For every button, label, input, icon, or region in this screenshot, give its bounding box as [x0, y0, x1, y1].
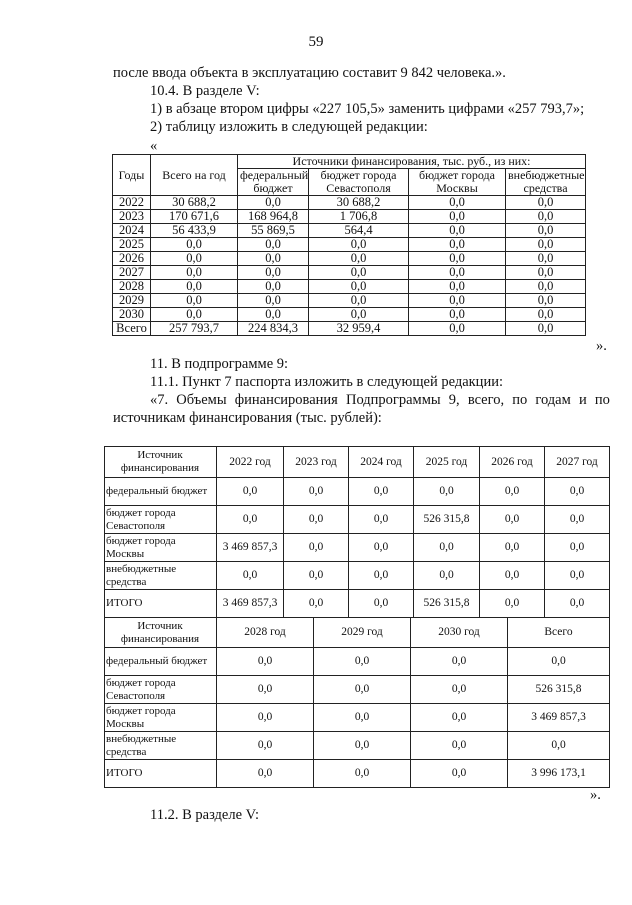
table1-body	[113, 196, 586, 336]
table-cell: 0,0	[151, 308, 238, 322]
paragraph-1: после ввода объекта в эксплуатацию составит 9 842 человека.».	[113, 65, 506, 81]
paragraph-5: 11. В подпрограмме 9:	[150, 356, 289, 372]
table-cell: 564,4	[309, 224, 409, 238]
table-cell: 0,0	[349, 478, 414, 506]
paragraph-9: 11.2. В разделе V:	[150, 807, 260, 823]
table-row	[105, 648, 610, 676]
table-cell: 0,0	[409, 238, 506, 252]
table-cell: 2027	[113, 266, 151, 280]
table2-body	[105, 478, 610, 618]
table-cell: 0,0	[217, 562, 284, 590]
header-year: 2024 год	[349, 447, 414, 478]
table-cell: 0,0	[349, 590, 414, 618]
table-cell: 2026	[113, 252, 151, 266]
table-cell: 55 869,5	[238, 224, 309, 238]
table-cell: 0,0	[217, 704, 314, 732]
financing-table-by-year	[112, 154, 586, 336]
row-label: внебюджетные средства	[105, 562, 217, 590]
table-cell: 0,0	[151, 238, 238, 252]
paragraph-6: 11.1. Пункт 7 паспорта изложить в следующей редакции:	[150, 374, 503, 390]
header-total: Всего на год	[151, 155, 238, 196]
table-cell: 0,0	[284, 506, 349, 534]
table-cell: 3 996 173,1	[508, 760, 610, 788]
table-cell: 0,0	[409, 308, 506, 322]
header-years: Годы	[113, 155, 151, 196]
table-cell: 0,0	[151, 252, 238, 266]
table-row	[105, 704, 610, 732]
table-row	[113, 322, 586, 336]
table-cell: 3 469 857,3	[217, 590, 284, 618]
table-cell: 0,0	[349, 562, 414, 590]
table-cell: 30 688,2	[309, 196, 409, 210]
table-cell: 0,0	[151, 266, 238, 280]
word: годам	[535, 392, 571, 408]
table-row	[105, 562, 610, 590]
table-cell: 0,0	[411, 732, 508, 760]
table-cell: 56 433,9	[151, 224, 238, 238]
table-cell: 0,0	[506, 308, 586, 322]
table-cell: 3 469 857,3	[217, 534, 284, 562]
table-cell: 0,0	[506, 210, 586, 224]
table-cell: 0,0	[151, 280, 238, 294]
table-cell: 2025	[113, 238, 151, 252]
table-cell: 0,0	[506, 252, 586, 266]
header-year: 2026 год	[480, 447, 545, 478]
table-cell: 0,0	[314, 732, 411, 760]
table-row	[105, 760, 610, 788]
table-cell: 0,0	[314, 704, 411, 732]
header-year: 2022 год	[217, 447, 284, 478]
table-cell: 0,0	[409, 280, 506, 294]
table-cell: 2029	[113, 294, 151, 308]
table-cell: 0,0	[238, 308, 309, 322]
table-cell: 0,0	[314, 648, 411, 676]
table-cell: 0,0	[238, 280, 309, 294]
table-cell: 0,0	[217, 478, 284, 506]
header-moscow: бюджет города Москвы	[409, 169, 506, 196]
row-label: федеральный бюджет	[105, 648, 217, 676]
table-cell: 3 469 857,3	[508, 704, 610, 732]
word: по	[594, 392, 610, 408]
row-label: бюджет города Москвы	[105, 704, 217, 732]
table-cell: 0,0	[284, 534, 349, 562]
table-cell: 526 315,8	[414, 590, 480, 618]
row-label: бюджет города Москвы	[105, 534, 217, 562]
table-cell: 0,0	[238, 252, 309, 266]
table-cell: 0,0	[480, 506, 545, 534]
table-cell: 170 671,6	[151, 210, 238, 224]
header-year: 2025 год	[414, 447, 480, 478]
table-cell: 0,0	[506, 196, 586, 210]
table-cell: 0,0	[508, 648, 610, 676]
word: 9,	[448, 392, 460, 408]
word: по	[512, 392, 528, 408]
table-row	[113, 266, 586, 280]
open-quote: «	[150, 138, 158, 154]
close-quote-2: ».	[590, 787, 601, 803]
header-sources: Источники финансирования, тыс. руб., из них:	[238, 155, 586, 169]
table-cell: 0,0	[309, 280, 409, 294]
table-cell: 2022	[113, 196, 151, 210]
table-cell: 224 834,3	[238, 322, 309, 336]
table-cell: 0,0	[349, 534, 414, 562]
table-cell: 0,0	[414, 534, 480, 562]
table-cell: 0,0	[349, 506, 414, 534]
financing-table-2022-2027	[104, 446, 610, 618]
header-extrabudget: внебюджетные средства	[506, 169, 586, 196]
table-cell: 0,0	[409, 252, 506, 266]
table-row	[113, 196, 586, 210]
word: финансирования	[234, 392, 338, 408]
word: «7.	[150, 392, 169, 408]
table-cell: 257 793,7	[151, 322, 238, 336]
table-cell: 0,0	[480, 590, 545, 618]
table-cell: 0,0	[409, 210, 506, 224]
table-cell: 32 959,4	[309, 322, 409, 336]
table-row	[113, 238, 586, 252]
financing-table-2028-2030	[104, 617, 610, 788]
table-row	[113, 224, 586, 238]
table-row	[113, 308, 586, 322]
table-cell: 2023	[113, 210, 151, 224]
header-year: 2028 год	[217, 618, 314, 648]
table-cell: 0,0	[545, 478, 610, 506]
table-cell: 0,0	[314, 760, 411, 788]
table-cell: 0,0	[238, 294, 309, 308]
paragraph-4: 2) таблицу изложить в следующей редакции:	[150, 119, 428, 135]
row-label: ИТОГО	[105, 760, 217, 788]
header-year: 2023 год	[284, 447, 349, 478]
table-cell: 0,0	[480, 534, 545, 562]
table-row	[113, 210, 586, 224]
table-cell: 0,0	[409, 196, 506, 210]
table-row	[113, 294, 586, 308]
table-cell: 0,0	[409, 294, 506, 308]
row-label: бюджет города Севастополя	[105, 506, 217, 534]
table-row	[105, 676, 610, 704]
table-cell: Всего	[113, 322, 151, 336]
table-cell: 0,0	[411, 760, 508, 788]
word: Подпрограммы	[345, 392, 441, 408]
table-cell: 0,0	[411, 704, 508, 732]
table-cell: 2024	[113, 224, 151, 238]
table-cell: 0,0	[309, 294, 409, 308]
table-cell: 0,0	[545, 590, 610, 618]
table-cell: 0,0	[506, 322, 586, 336]
table-row	[105, 534, 610, 562]
table-cell: 0,0	[217, 648, 314, 676]
table-cell: 0,0	[506, 280, 586, 294]
table-cell: 0,0	[506, 266, 586, 280]
table-cell: 0,0	[414, 562, 480, 590]
table-cell: 0,0	[314, 676, 411, 704]
table-cell: 0,0	[284, 478, 349, 506]
row-label: внебюджетные средства	[105, 732, 217, 760]
table-cell: 0,0	[409, 322, 506, 336]
table-cell: 0,0	[411, 676, 508, 704]
paragraph-8: источникам финансирования (тыс. рублей):	[113, 410, 382, 426]
table-cell: 0,0	[217, 732, 314, 760]
header-total: Всего	[508, 618, 610, 648]
close-quote-1: ».	[596, 338, 607, 354]
table-cell: 0,0	[480, 562, 545, 590]
table-cell: 1 706,8	[309, 210, 409, 224]
header-year: 2030 год	[411, 618, 508, 648]
table-cell: 0,0	[409, 266, 506, 280]
header-federal: федеральный бюджет	[238, 169, 309, 196]
table-cell: 0,0	[309, 308, 409, 322]
header-source: Источник финансирования	[105, 447, 217, 478]
table-cell: 526 315,8	[508, 676, 610, 704]
header-year: 2029 год	[314, 618, 411, 648]
table-cell: 0,0	[238, 196, 309, 210]
table-cell: 168 964,8	[238, 210, 309, 224]
row-label: бюджет города Севастополя	[105, 676, 217, 704]
table-cell: 0,0	[411, 648, 508, 676]
table-cell: 0,0	[217, 506, 284, 534]
word: всего,	[467, 392, 505, 408]
table-cell: 0,0	[545, 534, 610, 562]
table-cell: 30 688,2	[151, 196, 238, 210]
paragraph-7	[150, 391, 610, 409]
table-cell: 0,0	[508, 732, 610, 760]
table-cell: 0,0	[480, 478, 545, 506]
table-cell: 0,0	[309, 238, 409, 252]
header-year: 2027 год	[545, 447, 610, 478]
table-cell: 0,0	[217, 760, 314, 788]
table-cell: 0,0	[545, 506, 610, 534]
table-cell: 0,0	[409, 224, 506, 238]
table-cell: 0,0	[506, 224, 586, 238]
word: Объемы	[176, 392, 227, 408]
header-source: Источник финансирования	[105, 618, 217, 648]
paragraph-2: 10.4. В разделе V:	[150, 83, 260, 99]
table-row	[105, 506, 610, 534]
table-cell: 0,0	[151, 294, 238, 308]
table-row	[105, 590, 610, 618]
table3-body	[105, 648, 610, 788]
header-sevastopol: бюджет города Севастополя	[309, 169, 409, 196]
table-cell: 0,0	[309, 266, 409, 280]
table-cell: 2030	[113, 308, 151, 322]
table-cell: 0,0	[309, 252, 409, 266]
table-row	[105, 732, 610, 760]
paragraph-3: 1) в абзаце втором цифры «227 105,5» заменить цифрами «257 793,7»;	[150, 101, 585, 117]
table-row	[113, 252, 586, 266]
row-label: ИТОГО	[105, 590, 217, 618]
table-cell: 0,0	[284, 562, 349, 590]
table-cell: 0,0	[545, 562, 610, 590]
table-row	[105, 478, 610, 506]
table-row	[113, 280, 586, 294]
row-label: федеральный бюджет	[105, 478, 217, 506]
table-cell: 0,0	[284, 590, 349, 618]
table-cell: 0,0	[238, 238, 309, 252]
table-cell: 0,0	[238, 266, 309, 280]
table-cell: 0,0	[217, 676, 314, 704]
word: и	[578, 392, 587, 408]
table-cell: 0,0	[414, 478, 480, 506]
table-cell: 2028	[113, 280, 151, 294]
page-number: 59	[308, 34, 324, 50]
table-cell: 526 315,8	[414, 506, 480, 534]
table-cell: 0,0	[506, 294, 586, 308]
table-cell: 0,0	[506, 238, 586, 252]
